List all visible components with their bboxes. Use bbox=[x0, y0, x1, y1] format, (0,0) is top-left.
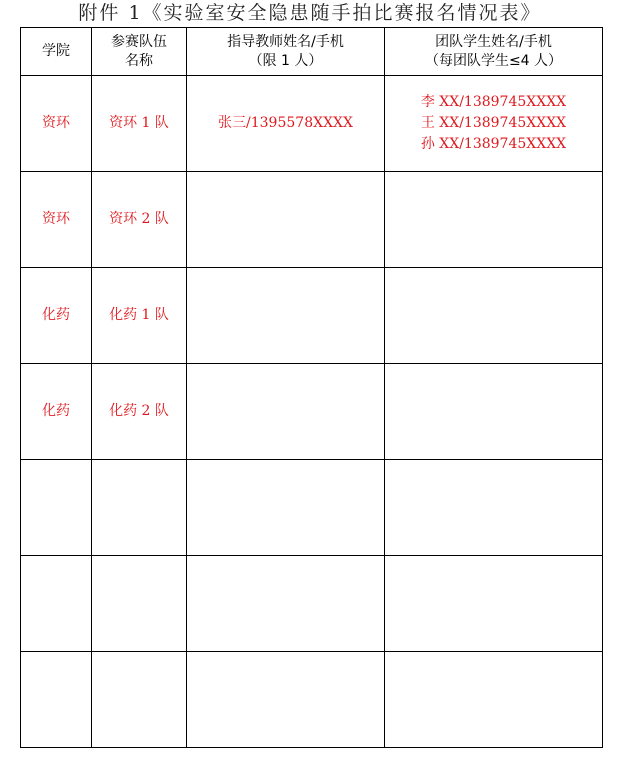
college-cell: 资环 bbox=[21, 172, 92, 268]
college-cell bbox=[21, 556, 92, 652]
college-cell: 化药 bbox=[21, 268, 92, 364]
team-cell bbox=[92, 652, 187, 748]
header-teacher-line2: （限 1 人） bbox=[248, 52, 323, 69]
table-row bbox=[21, 268, 603, 364]
teacher-cell bbox=[187, 268, 385, 364]
team-cell: 资环 1 队 bbox=[92, 76, 187, 172]
teacher-cell bbox=[187, 172, 385, 268]
college-cell: 化药 bbox=[21, 364, 92, 460]
teacher-cell: 张三/1395578XXXX bbox=[187, 76, 385, 172]
table-row bbox=[21, 652, 603, 748]
team-cell: 资环 2 队 bbox=[92, 172, 187, 268]
team-cell: 化药 1 队 bbox=[92, 268, 187, 364]
teacher-cell bbox=[187, 364, 385, 460]
students-cell bbox=[385, 460, 603, 556]
teacher-cell bbox=[187, 556, 385, 652]
students-cell bbox=[385, 364, 603, 460]
team-cell bbox=[92, 460, 187, 556]
table-row bbox=[21, 556, 603, 652]
college-cell bbox=[21, 652, 92, 748]
header-students-line1: 团队学生姓名/手机 bbox=[435, 33, 552, 50]
header-students-line2: （每团队学生≤4 人） bbox=[424, 52, 563, 69]
student-entry: 李 XX/1389745XXXX bbox=[420, 94, 567, 110]
students-cell bbox=[385, 556, 603, 652]
header-students bbox=[385, 28, 603, 76]
table-row bbox=[21, 76, 603, 172]
header-team-line2: 名称 bbox=[125, 52, 153, 69]
header-teacher bbox=[187, 28, 385, 76]
teacher-cell bbox=[187, 652, 385, 748]
header-college-label: 学院 bbox=[42, 43, 70, 59]
student-entry: 王 XX/1389745XXXX bbox=[420, 115, 567, 131]
student-entry: 孙 XX/1389745XXXX bbox=[420, 136, 567, 152]
table-row bbox=[21, 172, 603, 268]
header-college bbox=[21, 28, 92, 76]
registration-table bbox=[20, 27, 603, 748]
team-cell bbox=[92, 556, 187, 652]
table-row bbox=[21, 460, 603, 556]
college-cell: 资环 bbox=[21, 76, 92, 172]
students-cell bbox=[385, 652, 603, 748]
students-cell bbox=[385, 268, 603, 364]
header-row bbox=[21, 28, 603, 76]
header-team-line1: 参赛队伍 bbox=[111, 33, 167, 50]
table-row bbox=[21, 364, 603, 460]
college-cell bbox=[21, 460, 92, 556]
students-cell bbox=[385, 172, 603, 268]
document-title: 附件 1《实验室安全隐患随手拍比赛报名情况表》 bbox=[78, 2, 542, 24]
header-teacher-line1: 指导教师姓名/手机 bbox=[227, 33, 344, 50]
teacher-cell bbox=[187, 460, 385, 556]
header-team bbox=[92, 28, 187, 76]
team-cell: 化药 2 队 bbox=[92, 364, 187, 460]
students-cell bbox=[385, 76, 603, 172]
